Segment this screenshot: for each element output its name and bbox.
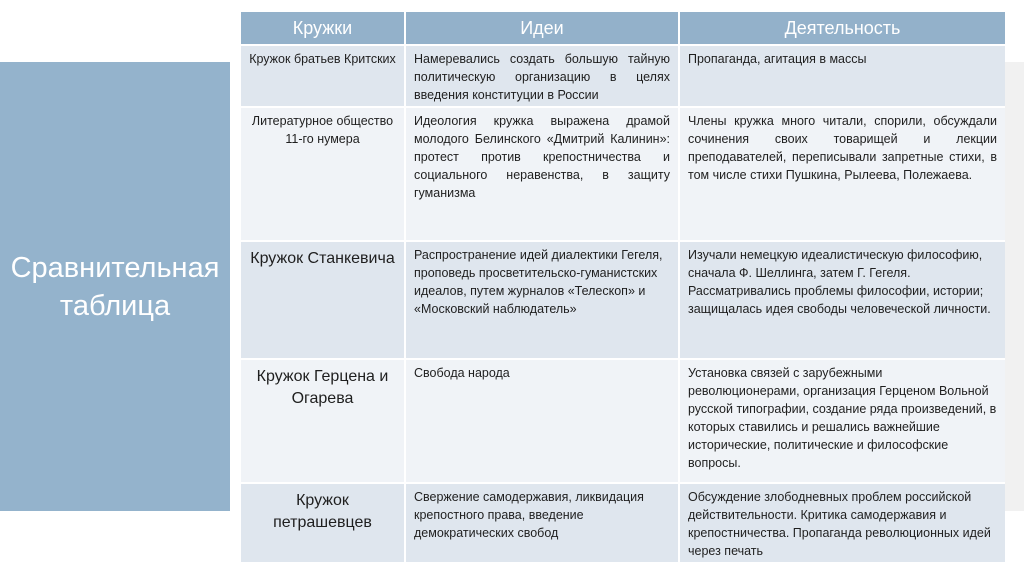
ideas-cell: Распространение идей диалектики Гегеля, проповедь просветительско-гуманистских идеалов, путем журналов «Телескоп» и «Московский наблюдатель» <box>405 241 679 359</box>
activity-cell: Установка связей с зарубежными революционерами, организация Герценом Вольной русской типографии, создание ряда произведений, в которых ставились и решались важнейшие исторические, политические и философские вопросы. <box>679 359 1005 483</box>
table-row <box>241 241 1005 359</box>
activity-cell: Пропаганда, агитация в массы <box>679 45 1005 107</box>
ideas-cell: Свобода народа <box>405 359 679 483</box>
table-row <box>241 483 1005 563</box>
table-row <box>241 45 1005 107</box>
table-header-row <box>241 12 1005 45</box>
header-ideas: Идеи <box>405 12 679 45</box>
circle-name-cell: Кружок Станкевича <box>241 241 405 359</box>
table-row <box>241 107 1005 241</box>
activity-cell: Обсуждение злободневных проблем российской действительности. Критика самодержавия и крепостничества. Пропаганда революционных идей через печать <box>679 483 1005 563</box>
circle-name-cell: Кружок братьев Критских <box>241 45 405 107</box>
activity-cell: Члены кружка много читали, спорили, обсуждали сочинения своих товарищей и лекции преподавателей, переписывали запретные стихи, в том числе стихи Пушкина, Рылеева, Полежаева. <box>679 107 1005 241</box>
ideas-cell: Намеревались создать большую тайную политическую организацию в целях введения конституции в России <box>405 45 679 107</box>
ideas-cell: Идеология кружка выражена драмой молодого Белинского «Дмитрий Калинин»: протест против крепостничества и социального неравенства, в защиту гуманизма <box>405 107 679 241</box>
side-title-panel <box>0 62 230 511</box>
right-decor-strip <box>1005 62 1024 511</box>
slide-title: Сравнительная таблица <box>10 251 220 322</box>
circle-name-cell: Литературное общество 11-го нумера <box>241 107 405 241</box>
header-circles: Кружки <box>241 12 405 45</box>
comparison-table-container <box>241 12 1005 560</box>
comparison-table <box>241 12 1005 564</box>
ideas-cell: Свержение самодержавия, ликвидация крепостного права, введение демократических свобод <box>405 483 679 563</box>
header-activity: Деятельность <box>679 12 1005 45</box>
circle-name-cell: Кружок петрашевцев <box>241 483 405 563</box>
activity-cell: Изучали немецкую идеалистическую философию, сначала Ф. Шеллинга, затем Г. Гегеля. Рассматривались проблемы философии, истории; защищалась идея свободы человеческой личности. <box>679 241 1005 359</box>
circle-name-cell: Кружок Герцена и Огарева <box>241 359 405 483</box>
table-row <box>241 359 1005 483</box>
